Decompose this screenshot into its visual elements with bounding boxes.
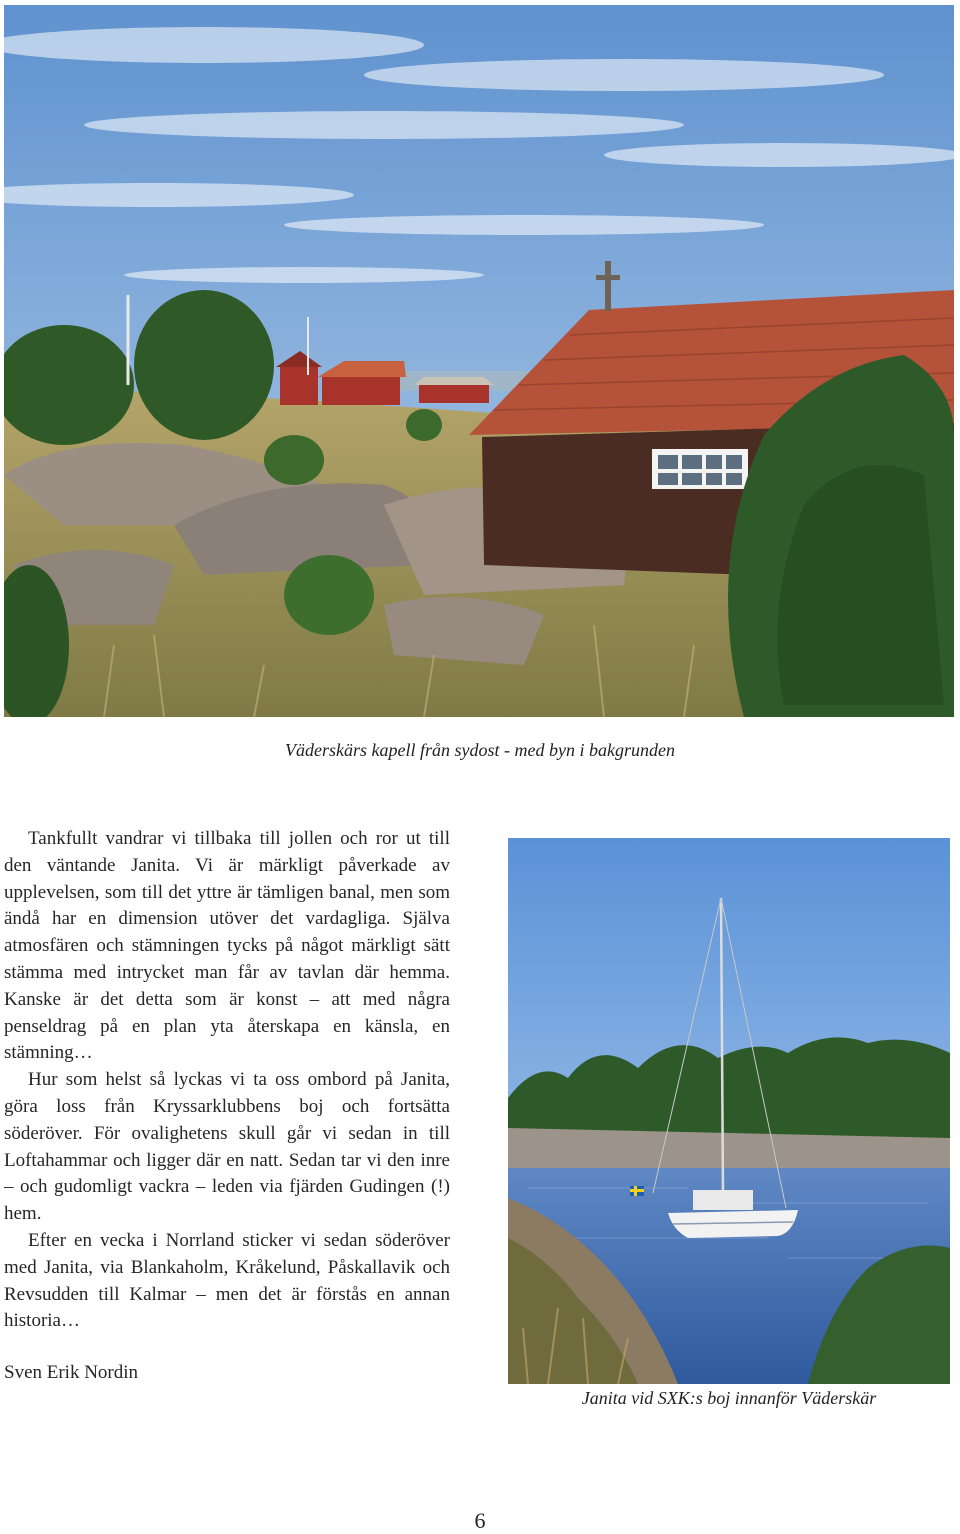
article-body — [4, 826, 450, 1335]
author-signature: Sven Erik Nordin — [4, 1362, 139, 1383]
caption-chapel-photo: Väderskärs kapell från sydost - med byn i bakgrunden — [285, 740, 675, 760]
paragraph-1: Tankfullt vandrar vi tillbaka till jollen och ror ut till den väntande Janita. Vi är märkligt påverkade av upplevelsen, som till det yttre är tämligen banal, men som ändå har en dimension utöver det vardagliga. Själva atmosfären och stämningen tycks på något märkligt sätt stämma med intrycket man får av tavlan där hemma. Kanske är det detta som är konst – att med några penseldrag på en plan yta återskapa en känsla, en stämning… — [4, 828, 450, 1064]
chapel-photo — [4, 5, 954, 717]
page-number: 6 — [474, 1508, 486, 1533]
sailboat-photo — [508, 838, 950, 1384]
landscape-photo-icon — [4, 5, 954, 717]
caption-sailboat-photo: Janita vid SXK:s boj innanför Väderskär — [581, 1388, 877, 1408]
paragraph-3: Efter en vecka i Norrland sticker vi sedan söderöver med Janita, via Blankaholm, Kråkelund, Påskallavik och Revsudden till Kalmar – men det är förstås en annan historia… — [4, 1229, 450, 1332]
sailboat-photo-icon — [508, 838, 950, 1384]
paragraph-2: Hur som helst så lyckas vi ta oss ombord på Janita, göra loss från Kryssarklubbens boj och fortsätta söderöver. För ovalighetens skull går vi sedan in till Loftahammar och ligger där en natt. Sedan tar vi den inre – och gudomligt vackra – leden via fjärden Gudingen (!) hem. — [4, 1069, 450, 1225]
